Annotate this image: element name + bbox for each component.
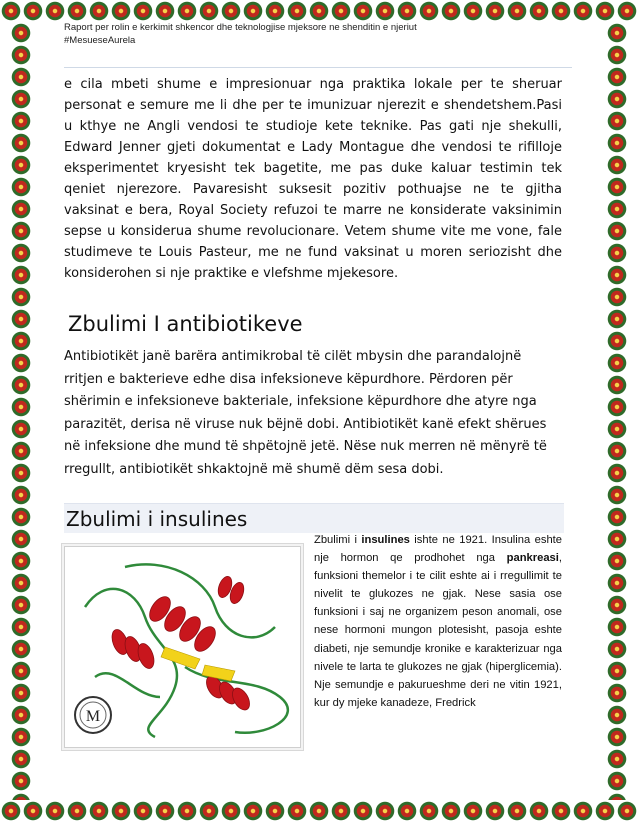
vaccination-paragraph: e cila mbeti shume e impresionuar nga praktika lokale per te sheruar personat e semure me li dhe per te imunizuar njerezit e shendetshem.Pasi u kthye ne Angli vendosi te studioje kete teknike. Pas gati nje shekulli, Edward Jenner gjeti dokumentat e Lady Montague dhe vendosi te rifilloje eksperimentet kryesisht tek bagetite, me pas duke kaluar testimin tek qeniet njerezore. Pavaresisht suksesit pozitiv pothuajse ne te gjitha vaksinat e bera, Royal Society refuzoi te marre ne konsiderate vaksinimin sepse u konsiderua shume revolucionare. Vetem shume vite me vone, fale studimeve te Louis Pasteur, me ne fund vaksinat u moren seriozisht dhe konsiderohen si nje praktike e vlefshme mjekesore. (64, 77, 562, 281)
insulin-text-1: Zbulimi i (314, 534, 362, 546)
insulin-paragraph (314, 531, 562, 712)
header-title: Raport per rolin e kerkimit shkencor dhe teknologjise mjeksore ne shenditin e njeriut (64, 22, 417, 33)
pancreas-term-bold: pankreasi (506, 552, 559, 565)
insulin-text-2: ishte ne 1921. Insulina eshte nje hormon qe prodhohet nga (314, 534, 562, 565)
insulin-heading: Zbulimi i insulines (64, 503, 564, 533)
logo-seal-icon (73, 695, 113, 735)
insulin-term-bold: insulines (361, 534, 410, 546)
page-header (64, 21, 574, 47)
antibiotics-paragraph: Antibiotikët janë barëra antimikrobal të cilët mbysin dhe parandalojnë rritjen e bakterieve edhe disa infeksioneve këpurdhore. Përdoren për shërimin e infeksioneve bakteriale, infeksione këpurdhore dhe atyre nga parazitët, derisa në viruse nuk bëjnë dobi. Antibiotikët kanë efekt shërues në infeksione dhe mund të shpëtojnë jetë. Nëse nuk merren në mënyrë të rregullt, antibiotikët shkaktojnë më shumë dëm sesa dobi. (64, 349, 547, 477)
header-divider (64, 67, 572, 68)
decorative-border-bottom (0, 800, 638, 822)
insulin-protein-image (64, 546, 301, 748)
decorative-border-left (10, 22, 32, 800)
decorative-border-top (0, 0, 638, 22)
insulin-text-3: , funksioni themelor i te cilit eshte ai i rregullimit te nivelit te glukozes ne gjak. Nese sasia ose funksioni i saj ne organizem peson anomali, ose nese hormoni mungon plotesisht, pasoja eshte diabeti, nje semundje kronike e karakterizuar nga nivele te larta te glukozes ne gjak (hiperglicemia). Nje semundje e pakurueshme deri ne vitin 1921, kur dy mjeke kanadeze, Fredrick (314, 552, 562, 709)
antibiotics-heading: Zbulimi I antibiotikeve (68, 312, 303, 336)
decorative-border-right (606, 22, 628, 800)
svg-text:M: M (85, 708, 101, 725)
header-hashtag: #MesueseAurela (64, 35, 136, 46)
